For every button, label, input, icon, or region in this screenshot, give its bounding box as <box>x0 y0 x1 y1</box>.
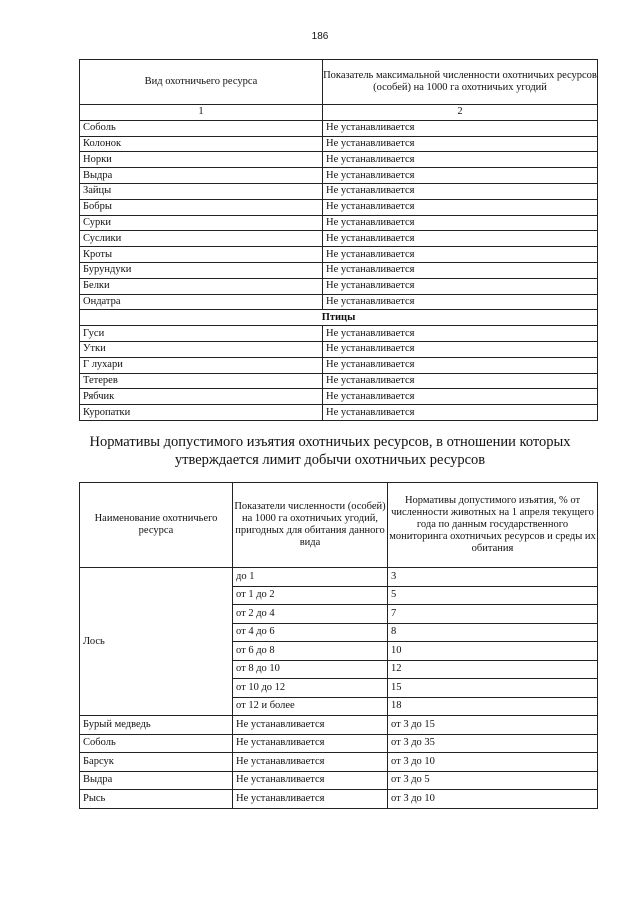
max-density-value: Не устанавливается <box>323 389 598 405</box>
header-harvest-norm: Нормативы допустимого изъятия, % от численности животных на 1 апреля текущего года по данным государственного мониторинга охотничьих ресурсов и среды их обитания <box>388 483 598 568</box>
harvest-norm: 8 <box>388 623 598 642</box>
table-row <box>80 215 598 231</box>
density-range: от 1 до 2 <box>233 586 388 605</box>
table-row <box>80 262 598 278</box>
species-name: Бурый медведь <box>80 716 233 735</box>
density-range: Не устанавливается <box>233 753 388 772</box>
table-row <box>80 199 598 215</box>
table-row <box>80 294 598 310</box>
header-resource-name: Наименование охотничьего ресурса <box>80 483 233 568</box>
density-range: от 4 до 6 <box>233 623 388 642</box>
density-range: Не устанавливается <box>233 716 388 735</box>
max-density-value: Не устанавливается <box>323 262 598 278</box>
max-density-value: Не устанавливается <box>323 120 598 136</box>
max-density-value: Не устанавливается <box>323 168 598 184</box>
species-name: Соболь <box>80 734 233 753</box>
table-row <box>80 152 598 168</box>
table-row <box>80 326 598 342</box>
header-max-density: Показатель максимальной численности охотничьих ресурсов (особей) на 1000 га охотничьих угодий <box>323 60 598 105</box>
harvest-norm: 5 <box>388 586 598 605</box>
species-name: Г лухари <box>80 357 323 373</box>
harvest-norm: 7 <box>388 605 598 624</box>
table-row <box>80 136 598 152</box>
max-density-value: Не устанавливается <box>323 136 598 152</box>
harvest-norm: от 3 до 10 <box>388 790 598 809</box>
harvest-norm: 12 <box>388 660 598 679</box>
max-density-value: Не устанавливается <box>323 152 598 168</box>
max-density-value: Не устанавливается <box>323 405 598 421</box>
species-name: Рысь <box>80 790 233 809</box>
max-density-value: Не устанавливается <box>323 294 598 310</box>
species-name: Норки <box>80 152 323 168</box>
harvest-norm: 3 <box>388 568 598 587</box>
species-name: Колонок <box>80 136 323 152</box>
table-row <box>80 568 598 587</box>
table-row <box>80 716 598 735</box>
species-name: Зайцы <box>80 183 323 199</box>
table-row <box>80 247 598 263</box>
harvest-norm: от 3 до 10 <box>388 753 598 772</box>
table-row <box>80 389 598 405</box>
harvest-norm: 15 <box>388 679 598 698</box>
species-name: Выдра <box>80 771 233 790</box>
max-density-table <box>79 59 598 421</box>
max-density-value: Не устанавливается <box>323 215 598 231</box>
table-row <box>80 771 598 790</box>
species-name: Белки <box>80 278 323 294</box>
species-name: Барсук <box>80 753 233 772</box>
species-name: Лось <box>80 568 233 716</box>
species-name: Тетерев <box>80 373 323 389</box>
density-range: от 10 до 12 <box>233 679 388 698</box>
max-density-value: Не устанавливается <box>323 373 598 389</box>
section-heading: Нормативы допустимого изъятия охотничьих ресурсов, в отношении которых утверждается лимит добычи охотничьих ресурсов <box>89 434 571 468</box>
table-row <box>80 168 598 184</box>
species-name: Куропатки <box>80 405 323 421</box>
species-name: Бурундуки <box>80 262 323 278</box>
max-density-value: Не устанавливается <box>323 247 598 263</box>
species-name: Выдра <box>80 168 323 184</box>
species-name: Гуси <box>80 326 323 342</box>
species-name: Сурки <box>80 215 323 231</box>
max-density-value: Не устанавливается <box>323 183 598 199</box>
harvest-norm: 18 <box>388 697 598 716</box>
density-range: от 6 до 8 <box>233 642 388 661</box>
species-name: Соболь <box>80 120 323 136</box>
harvest-norms-table <box>79 482 598 809</box>
max-density-value: Не устанавливается <box>323 231 598 247</box>
density-range: от 8 до 10 <box>233 660 388 679</box>
species-name: Рябчик <box>80 389 323 405</box>
table-row <box>80 231 598 247</box>
table-row <box>80 278 598 294</box>
table-row <box>80 357 598 373</box>
table-row <box>80 734 598 753</box>
species-name: Утки <box>80 341 323 357</box>
density-range: от 12 и более <box>233 697 388 716</box>
table-row <box>80 790 598 809</box>
max-density-value: Не устанавливается <box>323 278 598 294</box>
density-range: Не устанавливается <box>233 734 388 753</box>
species-name: Бобры <box>80 199 323 215</box>
column-number: 2 <box>323 105 598 121</box>
max-density-value: Не устанавливается <box>323 326 598 342</box>
max-density-value: Не устанавливается <box>323 357 598 373</box>
table-row <box>80 405 598 421</box>
harvest-norm: от 3 до 5 <box>388 771 598 790</box>
table-row <box>80 373 598 389</box>
page-number: 186 <box>311 31 329 42</box>
harvest-norm: от 3 до 15 <box>388 716 598 735</box>
table-row <box>80 341 598 357</box>
density-range: от 2 до 4 <box>233 605 388 624</box>
density-range: Не устанавливается <box>233 790 388 809</box>
column-number: 1 <box>80 105 323 121</box>
header-density: Показатели численности (особей) на 1000 га охотничьих угодий, пригодных для обитания данного вида <box>233 483 388 568</box>
max-density-value: Не устанавливается <box>323 341 598 357</box>
density-range: до 1 <box>233 568 388 587</box>
harvest-norm: от 3 до 35 <box>388 734 598 753</box>
species-name: Кроты <box>80 247 323 263</box>
max-density-value: Не устанавливается <box>323 199 598 215</box>
section-row-birds <box>80 310 598 326</box>
table-row <box>80 753 598 772</box>
species-name: Ондатра <box>80 294 323 310</box>
header-resource-type: Вид охотничьего ресурса <box>80 60 323 105</box>
table-row <box>80 120 598 136</box>
density-range: Не устанавливается <box>233 771 388 790</box>
table-row <box>80 183 598 199</box>
species-name: Суслики <box>80 231 323 247</box>
harvest-norm: 10 <box>388 642 598 661</box>
section-label-birds: Птицы <box>80 310 598 326</box>
